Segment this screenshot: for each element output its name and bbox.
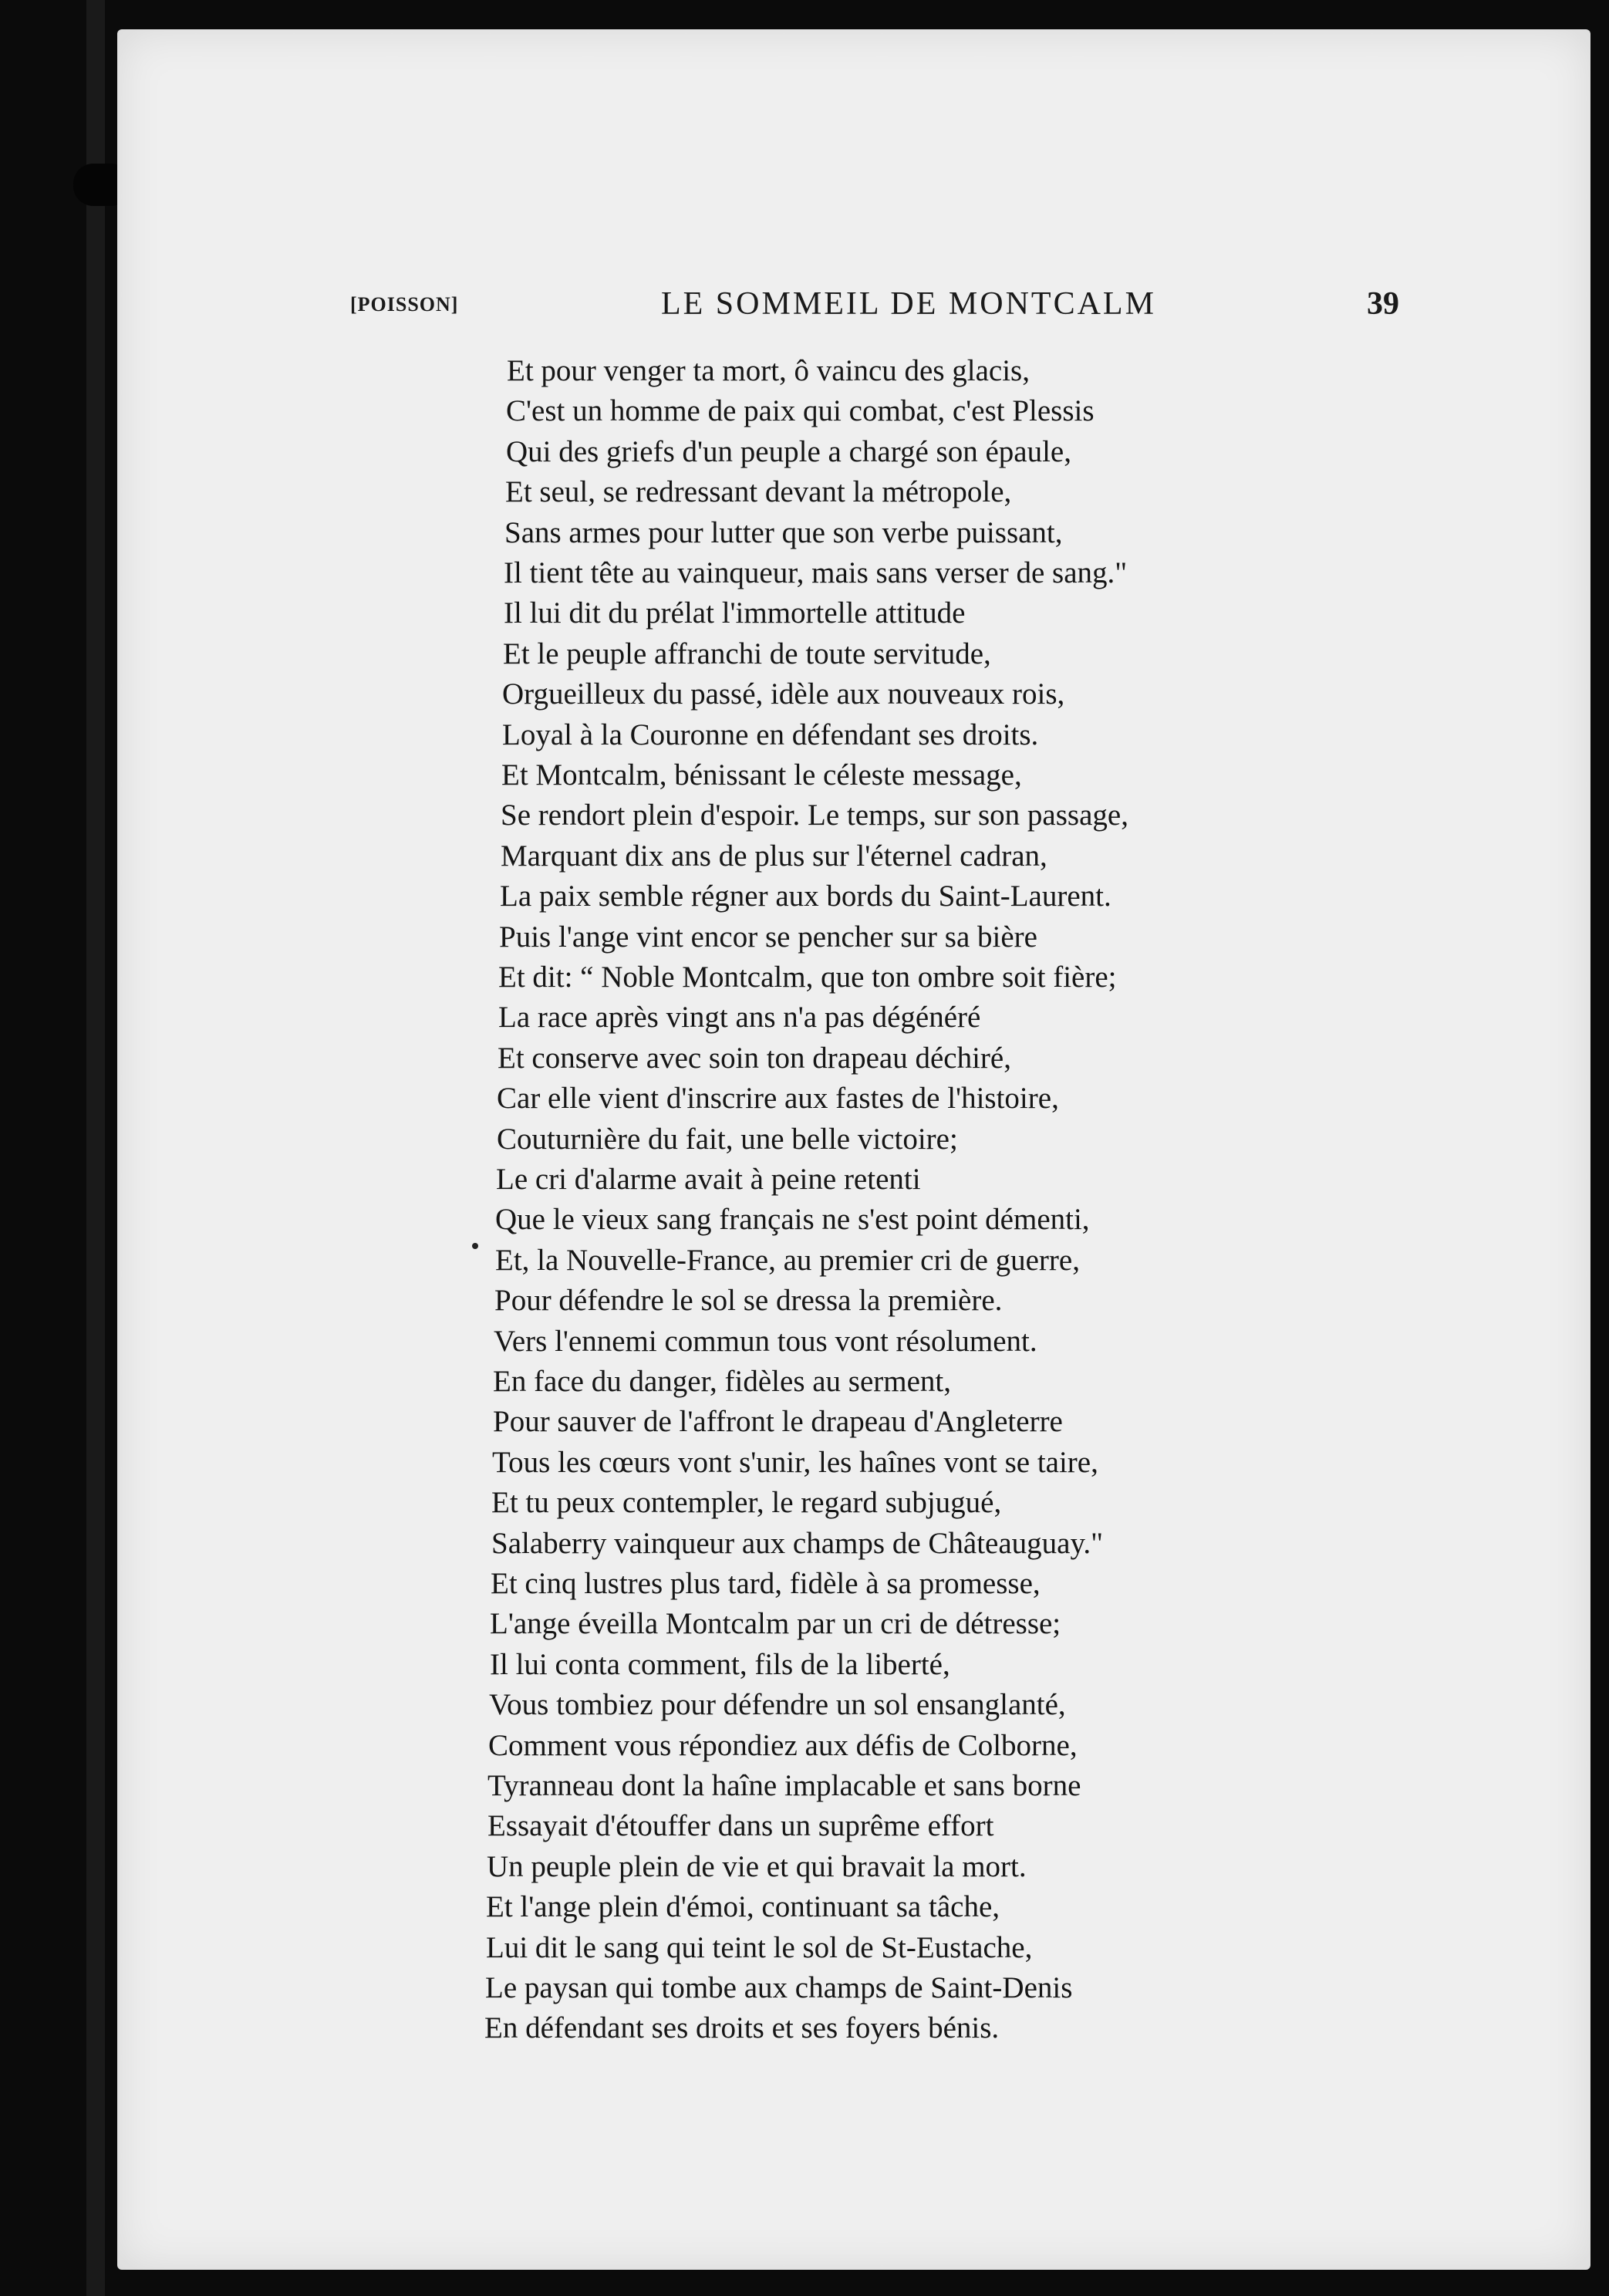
- poem-line: Vers l'ennemi commun tous vont résolument.: [494, 1324, 1037, 1358]
- running-header: [117, 285, 1590, 332]
- poem-line: En défendant ses droits et ses foyers bénis.: [484, 2011, 1000, 2045]
- poem-line: Il lui dit du prélat l'immortelle attitude: [504, 596, 966, 630]
- poem-line: Car elle vient d'inscrire aux fastes de l'histoire,: [497, 1082, 1059, 1116]
- poem-line: Et tu peux contempler, le regard subjugué,: [491, 1486, 1002, 1520]
- poem-line: Se rendort plein d'espoir. Le temps, sur son passage,: [501, 799, 1128, 832]
- poem-line: Et dit: “ Noble Montcalm, que ton ombre soit fière;: [498, 961, 1117, 994]
- poem-line: Sans armes pour lutter que son verbe puissant,: [504, 515, 1063, 549]
- poem-line: Tous les cœurs vont s'unir, les haînes vont se taire,: [492, 1445, 1098, 1479]
- poem-line: Lui dit le sang qui teint le sol de St-Eustache,: [486, 1930, 1033, 1964]
- poem-line: Le paysan qui tombe aux champs de Saint-Denis: [485, 1971, 1073, 2004]
- author-tag: [POISSON]: [350, 293, 459, 316]
- poem-line: Il tient tête au vainqueur, mais sans verser de sang.": [504, 556, 1128, 589]
- poem-line: Le cri d'alarme avait à peine retenti: [496, 1163, 921, 1196]
- poem-line: Marquant dix ans de plus sur l'éternel cadran,: [501, 839, 1047, 873]
- poem-line: La race après vingt ans n'a pas dégénéré: [498, 1001, 981, 1035]
- page-number: 39: [1367, 286, 1399, 322]
- poem-line: Puis l'ange vint encor se pencher sur sa bière: [499, 920, 1037, 954]
- poem-line: L'ange éveilla Montcalm par un cri de détresse;: [490, 1607, 1061, 1641]
- poem-line: Et l'ange plein d'émoi, continuant sa tâche,: [486, 1890, 1000, 1924]
- poem-line: Et le peuple affranchi de toute servitude,: [503, 636, 991, 670]
- poem-line: Un peuple plein de vie et qui bravait la mort.: [487, 1849, 1027, 1883]
- poem-line: Salaberry vainqueur aux champs de Châteauguay.": [491, 1526, 1104, 1560]
- poem-line: Essayait d'étouffer dans un suprême effort: [487, 1809, 994, 1843]
- poem-line: Couturnière du fait, une belle victoire;: [497, 1122, 958, 1156]
- poem-line: Et conserve avec soin ton drapeau déchiré,: [498, 1041, 1011, 1075]
- book-spine: [86, 0, 105, 2296]
- poem-line: C'est un homme de paix qui combat, c'est Plessis: [506, 394, 1095, 428]
- poem-line: Et Montcalm, bénissant le céleste message,: [501, 758, 1022, 792]
- poem-line: Que le vieux sang français ne s'est point démenti,: [495, 1203, 1090, 1237]
- poem-line: Et seul, se redressant devant la métropole,: [505, 475, 1012, 509]
- poem-line: Et pour venger ta mort, ô vaincu des glacis,: [507, 354, 1030, 387]
- poem-line: Et, la Nouvelle-France, au premier cri de guerre,: [495, 1243, 1080, 1277]
- poem-line: La paix semble régner aux bords du Saint-Laurent.: [500, 880, 1111, 913]
- margin-mark: [472, 1243, 478, 1249]
- poem-line: Orgueilleux du passé, idèle aux nouveaux rois,: [502, 677, 1065, 711]
- poem-line: Pour défendre le sol se dressa la première.: [494, 1284, 1003, 1318]
- poem-line: Et cinq lustres plus tard, fidèle à sa promesse,: [491, 1567, 1041, 1600]
- running-title: LE SOMMEIL DE MONTCALM: [661, 286, 1156, 322]
- poem-line: En face du danger, fidèles au serment,: [493, 1365, 952, 1398]
- poem-line: Comment vous répondiez aux défis de Colborne,: [488, 1728, 1078, 1762]
- poem-line: Il lui conta comment, fils de la liberté,: [490, 1647, 950, 1681]
- page: [117, 29, 1590, 2270]
- poem-line: Qui des griefs d'un peuple a chargé son épaule,: [506, 434, 1071, 468]
- poem-line: Vous tombiez pour défendre un sol ensanglanté,: [489, 1688, 1066, 1722]
- poem-line: Pour sauver de l'affront le drapeau d'Angleterre: [493, 1405, 1063, 1439]
- poem-line: Tyranneau dont la haîne implacable et sans borne: [487, 1769, 1081, 1802]
- poem-line: Loyal à la Couronne en défendant ses droits.: [502, 718, 1039, 751]
